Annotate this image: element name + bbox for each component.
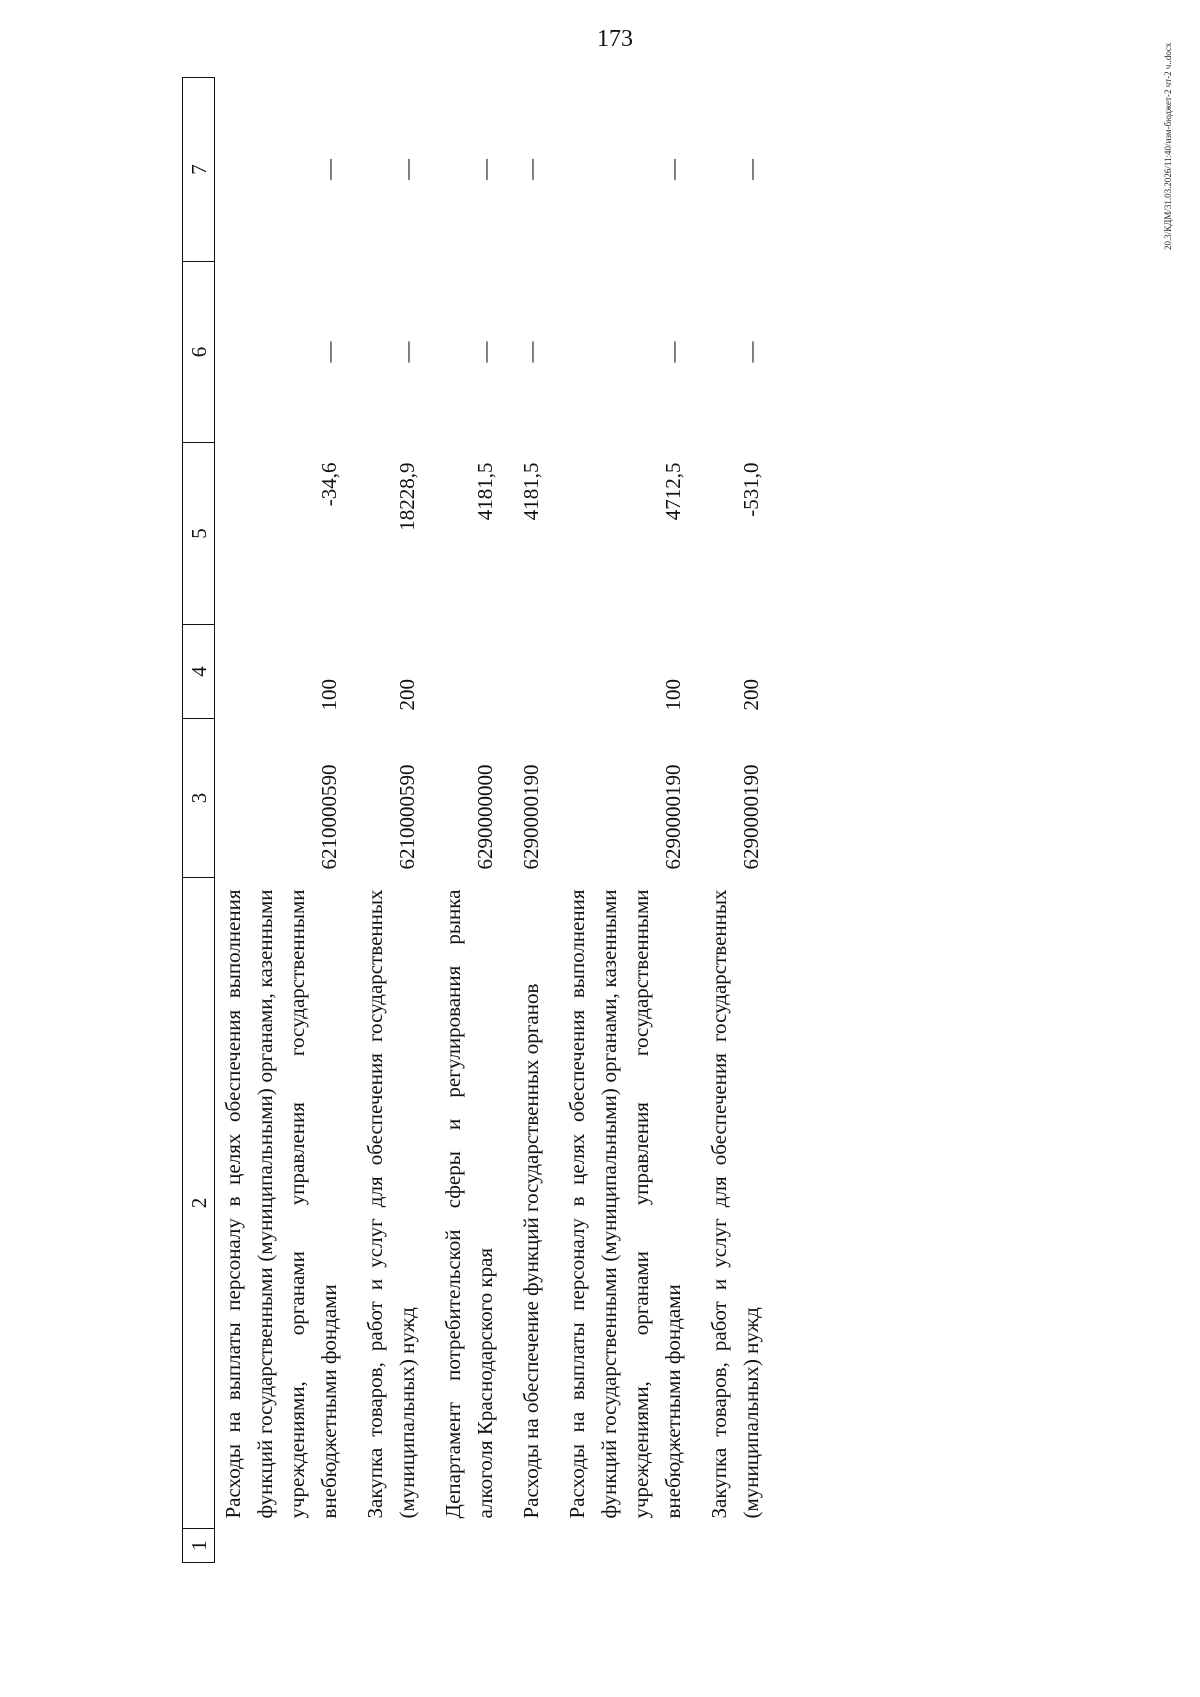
- table-row: [359, 78, 437, 1563]
- row-col-6-dash: —: [739, 341, 763, 363]
- header-row: [183, 78, 215, 1563]
- row-expense-kind: [515, 625, 561, 719]
- row-target-code: 6210000590: [395, 764, 419, 870]
- row-expense-kind: 200: [395, 679, 419, 711]
- header-col-7: 7: [183, 78, 215, 262]
- header-col-1: 1: [183, 1529, 215, 1563]
- row-col-7-dash: —: [395, 159, 419, 180]
- row-target-code: 6290000190: [661, 764, 685, 870]
- row-col-1: [703, 1529, 781, 1563]
- row-description: Расходы на выплаты персоналу в целях обеспечения выполнения функций государственными (муниципальными) органами, казенными учреждениями, органами управления государственными внебюджетными фондами: [565, 889, 685, 1519]
- row-description: Департамент потребительской сферы и регулирования рынка алкоголя Краснодарского края: [441, 889, 497, 1519]
- row-col-7-dash: —: [661, 159, 685, 180]
- row-amount: -531,0: [739, 462, 763, 517]
- row-description: Расходы на выплаты персоналу в целях обеспечения выполнения функций государственными (муниципальными) органами, казенными учреждениями, органами управления государственными внебюджетными фондами: [221, 889, 341, 1519]
- row-col-6-dash: —: [661, 341, 685, 363]
- table-row: [437, 78, 515, 1563]
- row-col-7-dash: —: [739, 159, 763, 180]
- row-amount: 4181,5: [519, 462, 543, 521]
- budget-table: [182, 77, 781, 1563]
- row-col-6-dash: —: [519, 341, 543, 363]
- row-expense-kind: 100: [661, 679, 685, 711]
- row-expense-kind: 100: [317, 679, 341, 711]
- row-col-1: [359, 1529, 437, 1563]
- row-col-7-dash: —: [317, 159, 341, 180]
- row-col-7-dash: —: [473, 159, 497, 180]
- header-col-4: 4: [183, 625, 215, 719]
- table-row: [515, 78, 561, 1563]
- row-col-1: [215, 1529, 360, 1563]
- row-col-1: [561, 1529, 703, 1563]
- row-amount: 18228,9: [395, 462, 419, 531]
- header-col-6: 6: [183, 262, 215, 443]
- row-expense-kind: 200: [739, 679, 763, 711]
- header-col-2: 2: [183, 878, 215, 1529]
- row-col-6-dash: —: [395, 341, 419, 363]
- row-amount: -34,6: [317, 462, 341, 507]
- row-amount: 4712,5: [661, 462, 685, 521]
- table-body: [215, 78, 782, 1563]
- row-col-6-dash: —: [473, 341, 497, 363]
- table-row: [703, 78, 781, 1563]
- row-amount: 4181,5: [473, 462, 497, 521]
- row-col-1: [437, 1529, 515, 1563]
- row-target-code: 6290000190: [519, 764, 543, 870]
- row-target-code: 6210000590: [317, 764, 341, 870]
- table-row: [561, 78, 703, 1563]
- row-col-6-dash: —: [317, 341, 341, 363]
- budget-table-rotated: [182, 78, 987, 1563]
- row-col-1: [515, 1529, 561, 1563]
- document-footer-note: 20.3/КДМ/31.03.2026/11:40/изм-бюджет-2 чт-2 ч..docx: [1163, 42, 1173, 250]
- row-col-7-dash: —: [519, 159, 543, 180]
- header-col-5: 5: [183, 443, 215, 625]
- row-target-code: 6290000000: [473, 764, 497, 870]
- row-target-code: 6290000190: [739, 764, 763, 870]
- row-description: Закупка товаров, работ и услуг для обеспечения государственных (муниципальных) нужд: [363, 889, 419, 1519]
- row-description: Закупка товаров, работ и услуг для обеспечения государственных (муниципальных) нужд: [707, 889, 763, 1519]
- header-col-3: 3: [183, 719, 215, 878]
- row-expense-kind: [437, 625, 515, 719]
- table-header: [183, 78, 215, 1563]
- page-number: 173: [597, 26, 633, 52]
- table-row: [215, 78, 360, 1563]
- row-description: Расходы на обеспечение функций государственных органов: [519, 983, 543, 1519]
